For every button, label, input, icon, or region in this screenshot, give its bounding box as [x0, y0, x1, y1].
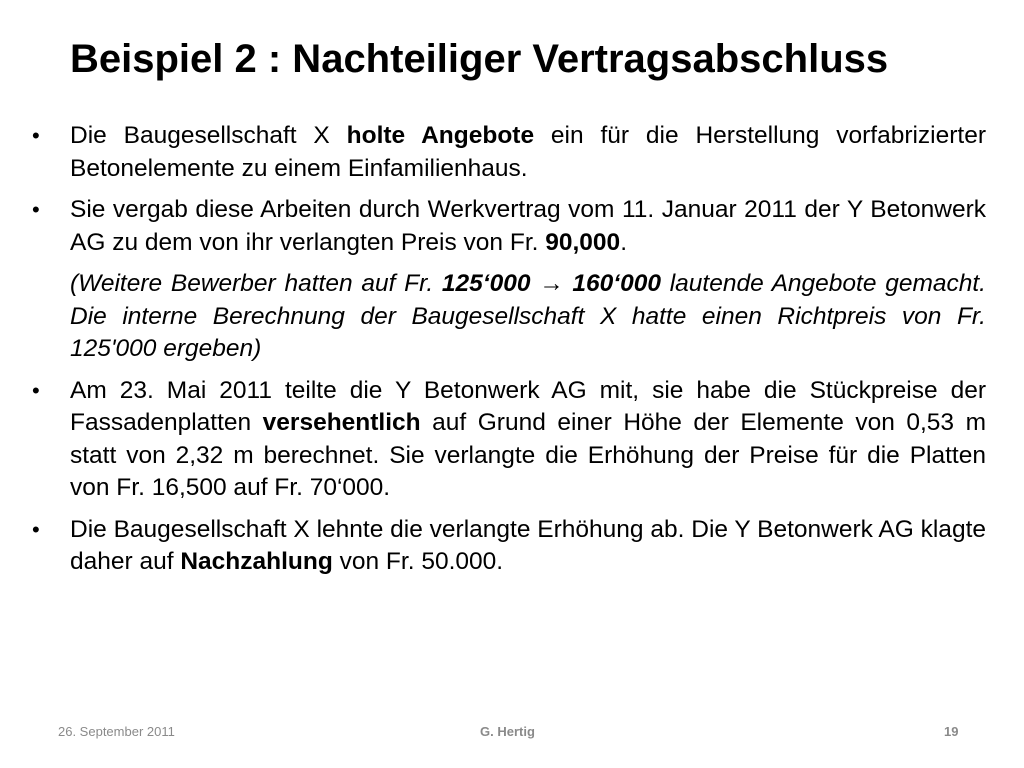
text-run: (Weitere Bewerber hatten auf Fr. — [70, 270, 442, 297]
bullet-item-4 — [32, 514, 986, 579]
slide-title: Beispiel 2 : Nachteiliger Vertragsabschluss — [70, 37, 889, 81]
text-run: Am 23. Mai 2011 teilte die Y Betonwerk AG mit, sie habe die Stückpreise der Fassadenplatten — [70, 376, 986, 436]
bullet-item-1 — [32, 120, 986, 185]
bullet-text — [70, 375, 986, 505]
footer-page-number: 19 — [944, 724, 959, 739]
note-text — [70, 268, 986, 366]
bullet-icon: • — [32, 516, 40, 542]
text-run: . — [620, 228, 627, 256]
bullet-item-3 — [32, 375, 986, 505]
text-run: von Fr. 50.000. — [332, 548, 504, 575]
bold-text-run: versehentlich — [262, 409, 421, 436]
text-run: Die Baugesellschaft X lehnte die verlangte Erhöhung ab. Die Y Betonwerk AG klagte daher auf — [70, 515, 986, 575]
bullet-text — [70, 194, 986, 259]
bullet-item-2 — [32, 194, 986, 259]
bullet-icon: • — [32, 123, 40, 148]
bullet-icon: • — [32, 377, 40, 403]
slide-content — [32, 120, 986, 588]
bold-text-run: holte Angebote — [346, 122, 535, 149]
bold-text-run: Nachzahlung — [180, 548, 333, 575]
text-run: lautende Angebote gemacht. Die interne Berechnung der Baugesellschaft X hatte einen Richtpreis von Fr. 125'000 ergeben) — [70, 270, 986, 362]
text-run: ein für die Herstellung vorfabrizierter Betonelemente zu einem Einfamilienhaus. — [70, 122, 987, 182]
text-run: Die Baugesellschaft X — [70, 122, 347, 149]
text-run: auf Grund einer Höhe der Elemente von 0,53 m statt von 2,32 m berechnet. Sie verlangte die Erhöhung der Preise für die Platten von Fr. 16,500 auf Fr. 70‘000. — [70, 409, 986, 501]
bold-text-run: 90,000 — [545, 228, 621, 256]
text-run: Sie vergab diese Arbeiten durch Werkvertrag vom 11. Januar 2011 der Y Betonwerk AG zu dem von ihr verlangten Preis von Fr. — [70, 196, 986, 256]
footer-author: G. Hertig — [480, 724, 535, 739]
bullet-text — [70, 514, 986, 579]
bullet-icon: • — [32, 197, 40, 222]
bold-text-run: 125‘000 → 160‘000 — [441, 270, 661, 297]
bullet-text — [70, 120, 986, 185]
note-paragraph — [32, 268, 986, 366]
footer-date: 26. September 2011 — [58, 724, 175, 739]
